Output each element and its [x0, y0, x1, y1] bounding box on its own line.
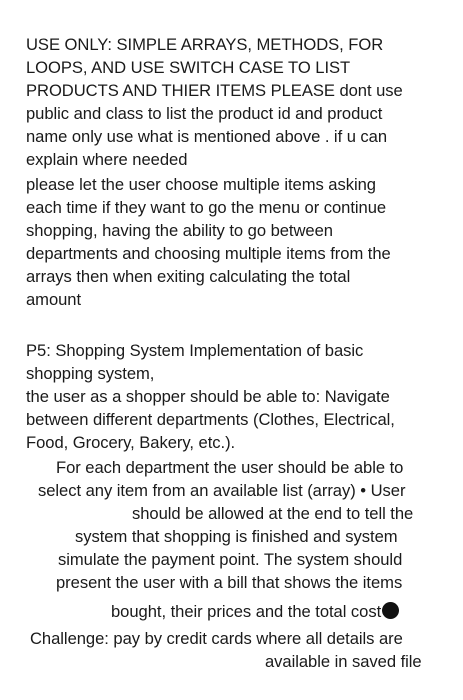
text-line: present the user with a bill that shows the items [56, 573, 403, 592]
text-line: Food, Grocery, Bakery, etc.). [26, 433, 236, 452]
text-line: P5: Shopping System Implementation of basic [26, 341, 364, 360]
text-line: name only use what is mentioned above . if u can [26, 127, 388, 146]
text-line: between different departments (Clothes, Electrical, [26, 410, 395, 429]
text-line: Challenge: pay by credit cards where all details are [30, 629, 403, 648]
text-line: public and class to list the product id and product [26, 104, 383, 123]
text-line: LOOPS, AND USE SWITCH CASE TO LIST [26, 58, 351, 77]
text-line: each time if they want to go the menu or continue [26, 198, 387, 217]
text-line: bought, their prices and the total cost [111, 602, 382, 621]
text-line: arrays then when exiting calculating the total [26, 267, 351, 286]
text-line: USE ONLY: SIMPLE ARRAYS, METHODS, FOR [26, 35, 384, 54]
filled-circle-icon [382, 602, 399, 619]
text-line: shopping system, [26, 364, 155, 383]
text-line: PRODUCTS AND THIER ITEMS PLEASE dont use [26, 81, 403, 100]
text-line: available in saved file [265, 652, 422, 671]
text-line: the user as a shopper should be able to: Navigate [26, 387, 390, 406]
text-line: amount [26, 290, 82, 309]
text-line: departments and choosing multiple items from the [26, 244, 391, 263]
text-line: For each department the user should be able to [56, 458, 404, 477]
text-line: system that shopping is finished and system [75, 527, 398, 546]
text-line: please let the user choose multiple items asking [26, 175, 376, 194]
text-line: select any item from an available list (array) • User [38, 481, 406, 500]
text-line: shopping, having the ability to go between [26, 221, 333, 240]
text-line: simulate the payment point. The system should [58, 550, 403, 569]
text-line: explain where needed [26, 150, 188, 169]
text-line: should be allowed at the end to tell the [132, 504, 414, 523]
text-line-with-bullet [111, 600, 399, 623]
